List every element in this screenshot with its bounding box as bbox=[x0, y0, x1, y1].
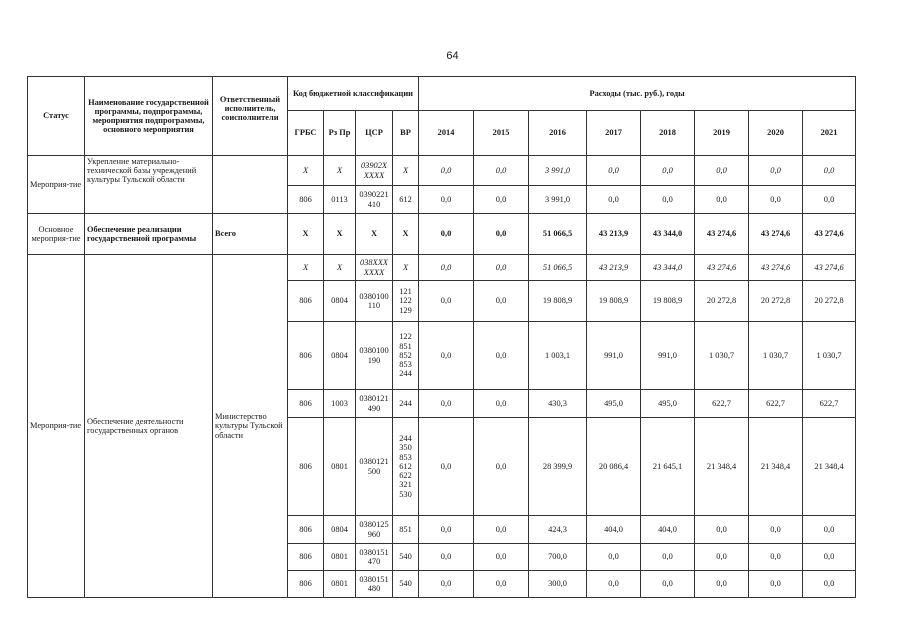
cell-value: 0,0 bbox=[419, 390, 474, 418]
cell-vr: 122 851 852 853 244 bbox=[393, 322, 419, 390]
cell-value: 622,7 bbox=[803, 390, 856, 418]
cell-grbs: 806 bbox=[288, 322, 324, 390]
cell-vr: 851 bbox=[393, 516, 419, 544]
cell-vr: 540 bbox=[393, 571, 419, 598]
cell-value: 0,0 bbox=[749, 571, 803, 598]
cell-value: 0,0 bbox=[695, 186, 749, 214]
cell-vr: Х bbox=[393, 214, 419, 255]
cell-value: 20 086,4 bbox=[587, 418, 641, 516]
cell-value: 3 991,0 bbox=[529, 186, 587, 214]
cell-value: 0,0 bbox=[474, 516, 529, 544]
cell-value: 43 274,6 bbox=[695, 214, 749, 255]
cell-value: 0,0 bbox=[641, 544, 695, 571]
cell-value: 20 272,8 bbox=[749, 281, 803, 322]
header-budget-code: Код бюджетной классификации bbox=[288, 77, 419, 111]
row-status: Мероприя-тие bbox=[28, 255, 85, 598]
header-name: Наименование государственной программы, подпрограммы, мероприятия подпрограммы, основного мероприятия bbox=[85, 77, 213, 156]
table-row bbox=[28, 156, 856, 186]
cell-value: 0,0 bbox=[641, 156, 695, 186]
cell-value: 0,0 bbox=[474, 186, 529, 214]
cell-vr: 244 350 853 612 622 321 530 bbox=[393, 418, 419, 516]
cell-value: 19 808,9 bbox=[641, 281, 695, 322]
header-csr: ЦСР bbox=[356, 111, 393, 156]
cell-grbs: Х bbox=[288, 156, 324, 186]
cell-rzpr: 0804 bbox=[324, 322, 356, 390]
cell-vr: Х bbox=[393, 156, 419, 186]
cell-value: 43 274,6 bbox=[803, 214, 856, 255]
cell-value: 0,0 bbox=[803, 156, 856, 186]
cell-value: 0,0 bbox=[474, 255, 529, 281]
cell-value: 0,0 bbox=[474, 214, 529, 255]
header-expenses: Расходы (тыс. руб.), годы bbox=[419, 77, 856, 111]
cell-value: 0,0 bbox=[749, 516, 803, 544]
cell-value: 20 272,8 bbox=[803, 281, 856, 322]
cell-value: 0,0 bbox=[419, 516, 474, 544]
page-number: 64 bbox=[446, 50, 459, 62]
cell-value: 0,0 bbox=[803, 516, 856, 544]
table-row bbox=[28, 214, 856, 255]
cell-value: 0,0 bbox=[803, 186, 856, 214]
cell-value: 0,0 bbox=[474, 418, 529, 516]
cell-value: 622,7 bbox=[749, 390, 803, 418]
cell-value: 21 348,4 bbox=[749, 418, 803, 516]
cell-grbs: 806 bbox=[288, 544, 324, 571]
cell-value: 0,0 bbox=[474, 156, 529, 186]
header-year: 2015 bbox=[474, 111, 529, 156]
cell-value: 495,0 bbox=[641, 390, 695, 418]
cell-value: 1 030,7 bbox=[803, 322, 856, 390]
cell-value: 0,0 bbox=[474, 322, 529, 390]
cell-rzpr: 0804 bbox=[324, 281, 356, 322]
cell-grbs: Х bbox=[288, 255, 324, 281]
cell-value: 0,0 bbox=[803, 571, 856, 598]
cell-grbs: 806 bbox=[288, 390, 324, 418]
header-year: 2020 bbox=[749, 111, 803, 156]
cell-grbs: 806 bbox=[288, 281, 324, 322]
cell-value: 0,0 bbox=[474, 544, 529, 571]
cell-vr: 121 122 129 bbox=[393, 281, 419, 322]
cell-value: 0,0 bbox=[641, 571, 695, 598]
cell-value: 430,3 bbox=[529, 390, 587, 418]
cell-value: 43 274,6 bbox=[749, 255, 803, 281]
header-year: 2017 bbox=[587, 111, 641, 156]
cell-rzpr: 0804 bbox=[324, 516, 356, 544]
cell-value: 19 808,9 bbox=[529, 281, 587, 322]
header-year: 2014 bbox=[419, 111, 474, 156]
header-year: 2018 bbox=[641, 111, 695, 156]
cell-vr: 244 bbox=[393, 390, 419, 418]
cell-rzpr: Х bbox=[324, 255, 356, 281]
cell-csr: 0380121 500 bbox=[356, 418, 393, 516]
cell-value: 0,0 bbox=[419, 214, 474, 255]
header-executor: Ответственный исполнитель, соисполнители bbox=[213, 77, 288, 156]
cell-value: 43 213,9 bbox=[587, 214, 641, 255]
cell-value: 28 399,9 bbox=[529, 418, 587, 516]
cell-value: 0,0 bbox=[419, 156, 474, 186]
cell-value: 20 272,8 bbox=[695, 281, 749, 322]
cell-value: 0,0 bbox=[587, 156, 641, 186]
cell-vr: 540 bbox=[393, 544, 419, 571]
cell-value: 51 066,5 bbox=[529, 255, 587, 281]
cell-value: 0,0 bbox=[695, 516, 749, 544]
cell-value: 495,0 bbox=[587, 390, 641, 418]
table-row bbox=[28, 255, 856, 281]
cell-rzpr: Х bbox=[324, 156, 356, 186]
cell-value: 43 213,9 bbox=[587, 255, 641, 281]
cell-value: 0,0 bbox=[419, 186, 474, 214]
cell-rzpr: Х bbox=[324, 214, 356, 255]
header-vr: ВР bbox=[393, 111, 419, 156]
header-year: 2019 bbox=[695, 111, 749, 156]
cell-value: 0,0 bbox=[419, 281, 474, 322]
cell-vr: 612 bbox=[393, 186, 419, 214]
cell-value: 0,0 bbox=[749, 186, 803, 214]
cell-value: 43 344,0 bbox=[641, 255, 695, 281]
cell-value: 21 645,1 bbox=[641, 418, 695, 516]
cell-grbs: 806 bbox=[288, 186, 324, 214]
cell-value: 3 991,0 bbox=[529, 156, 587, 186]
cell-csr: 0380100 110 bbox=[356, 281, 393, 322]
cell-csr: 0380151 470 bbox=[356, 544, 393, 571]
cell-value: 424,3 bbox=[529, 516, 587, 544]
cell-value: 0,0 bbox=[474, 281, 529, 322]
cell-value: 0,0 bbox=[749, 544, 803, 571]
row-name: Обеспечение деятельности государственных органов bbox=[85, 255, 213, 598]
cell-rzpr: 0801 bbox=[324, 544, 356, 571]
header-year: 2021 bbox=[803, 111, 856, 156]
cell-grbs: 806 bbox=[288, 571, 324, 598]
cell-value: 43 274,6 bbox=[749, 214, 803, 255]
cell-vr: Х bbox=[393, 255, 419, 281]
cell-value: 21 348,4 bbox=[695, 418, 749, 516]
cell-value: 0,0 bbox=[474, 571, 529, 598]
cell-value: 43 344,0 bbox=[641, 214, 695, 255]
budget-table bbox=[27, 76, 856, 598]
cell-value: 51 066,5 bbox=[529, 214, 587, 255]
cell-grbs: Х bbox=[288, 214, 324, 255]
row-executor: Министерство культуры Тульской области bbox=[213, 255, 288, 598]
cell-csr: 03902Х ХХХХ bbox=[356, 156, 393, 186]
row-executor bbox=[213, 156, 288, 214]
header-status: Статус bbox=[28, 77, 85, 156]
cell-value: 0,0 bbox=[419, 418, 474, 516]
cell-rzpr: 0113 bbox=[324, 186, 356, 214]
header-year: 2016 bbox=[529, 111, 587, 156]
cell-value: 43 274,6 bbox=[803, 255, 856, 281]
cell-csr: 038ХХХ ХХХХ bbox=[356, 255, 393, 281]
cell-csr: Х bbox=[356, 214, 393, 255]
header-grbs: ГРБС bbox=[288, 111, 324, 156]
cell-value: 404,0 bbox=[587, 516, 641, 544]
cell-value: 300,0 bbox=[529, 571, 587, 598]
cell-rzpr: 0801 bbox=[324, 571, 356, 598]
cell-csr: 0380125 960 bbox=[356, 516, 393, 544]
cell-value: 0,0 bbox=[419, 544, 474, 571]
cell-value: 991,0 bbox=[641, 322, 695, 390]
row-name: Укрепление материально-технической базы учреждений культуры Тульской области bbox=[85, 156, 213, 214]
cell-value: 0,0 bbox=[419, 322, 474, 390]
row-name: Обеспечение реализации государственной программы bbox=[85, 214, 213, 255]
cell-grbs: 806 bbox=[288, 516, 324, 544]
cell-value: 622,7 bbox=[695, 390, 749, 418]
cell-grbs: 806 bbox=[288, 418, 324, 516]
cell-value: 0,0 bbox=[749, 156, 803, 186]
cell-value: 1 003,1 bbox=[529, 322, 587, 390]
cell-value: 404,0 bbox=[641, 516, 695, 544]
cell-value: 991,0 bbox=[587, 322, 641, 390]
cell-value: 0,0 bbox=[641, 186, 695, 214]
cell-value: 0,0 bbox=[587, 571, 641, 598]
cell-value: 0,0 bbox=[419, 571, 474, 598]
cell-value: 21 348,4 bbox=[803, 418, 856, 516]
cell-value: 0,0 bbox=[695, 544, 749, 571]
cell-value: 1 030,7 bbox=[695, 322, 749, 390]
cell-value: 0,0 bbox=[474, 390, 529, 418]
cell-csr: 0380121 490 bbox=[356, 390, 393, 418]
cell-csr: 0380151 480 bbox=[356, 571, 393, 598]
cell-value: 0,0 bbox=[695, 156, 749, 186]
cell-value: 0,0 bbox=[803, 544, 856, 571]
cell-value: 43 274,6 bbox=[695, 255, 749, 281]
cell-rzpr: 0801 bbox=[324, 418, 356, 516]
cell-csr: 0390221 410 bbox=[356, 186, 393, 214]
header-rzpr: Рз Пр bbox=[324, 111, 356, 156]
cell-value: 0,0 bbox=[419, 255, 474, 281]
cell-value: 700,0 bbox=[529, 544, 587, 571]
cell-value: 0,0 bbox=[695, 571, 749, 598]
row-status: Основное мероприя-тие bbox=[28, 214, 85, 255]
cell-rzpr: 1003 bbox=[324, 390, 356, 418]
row-status: Мероприя-тие bbox=[28, 156, 85, 214]
cell-value: 0,0 bbox=[587, 186, 641, 214]
row-executor: Всего bbox=[213, 214, 288, 255]
cell-csr: 0380100 190 bbox=[356, 322, 393, 390]
cell-value: 1 030,7 bbox=[749, 322, 803, 390]
cell-value: 0,0 bbox=[587, 544, 641, 571]
cell-value: 19 808,9 bbox=[587, 281, 641, 322]
